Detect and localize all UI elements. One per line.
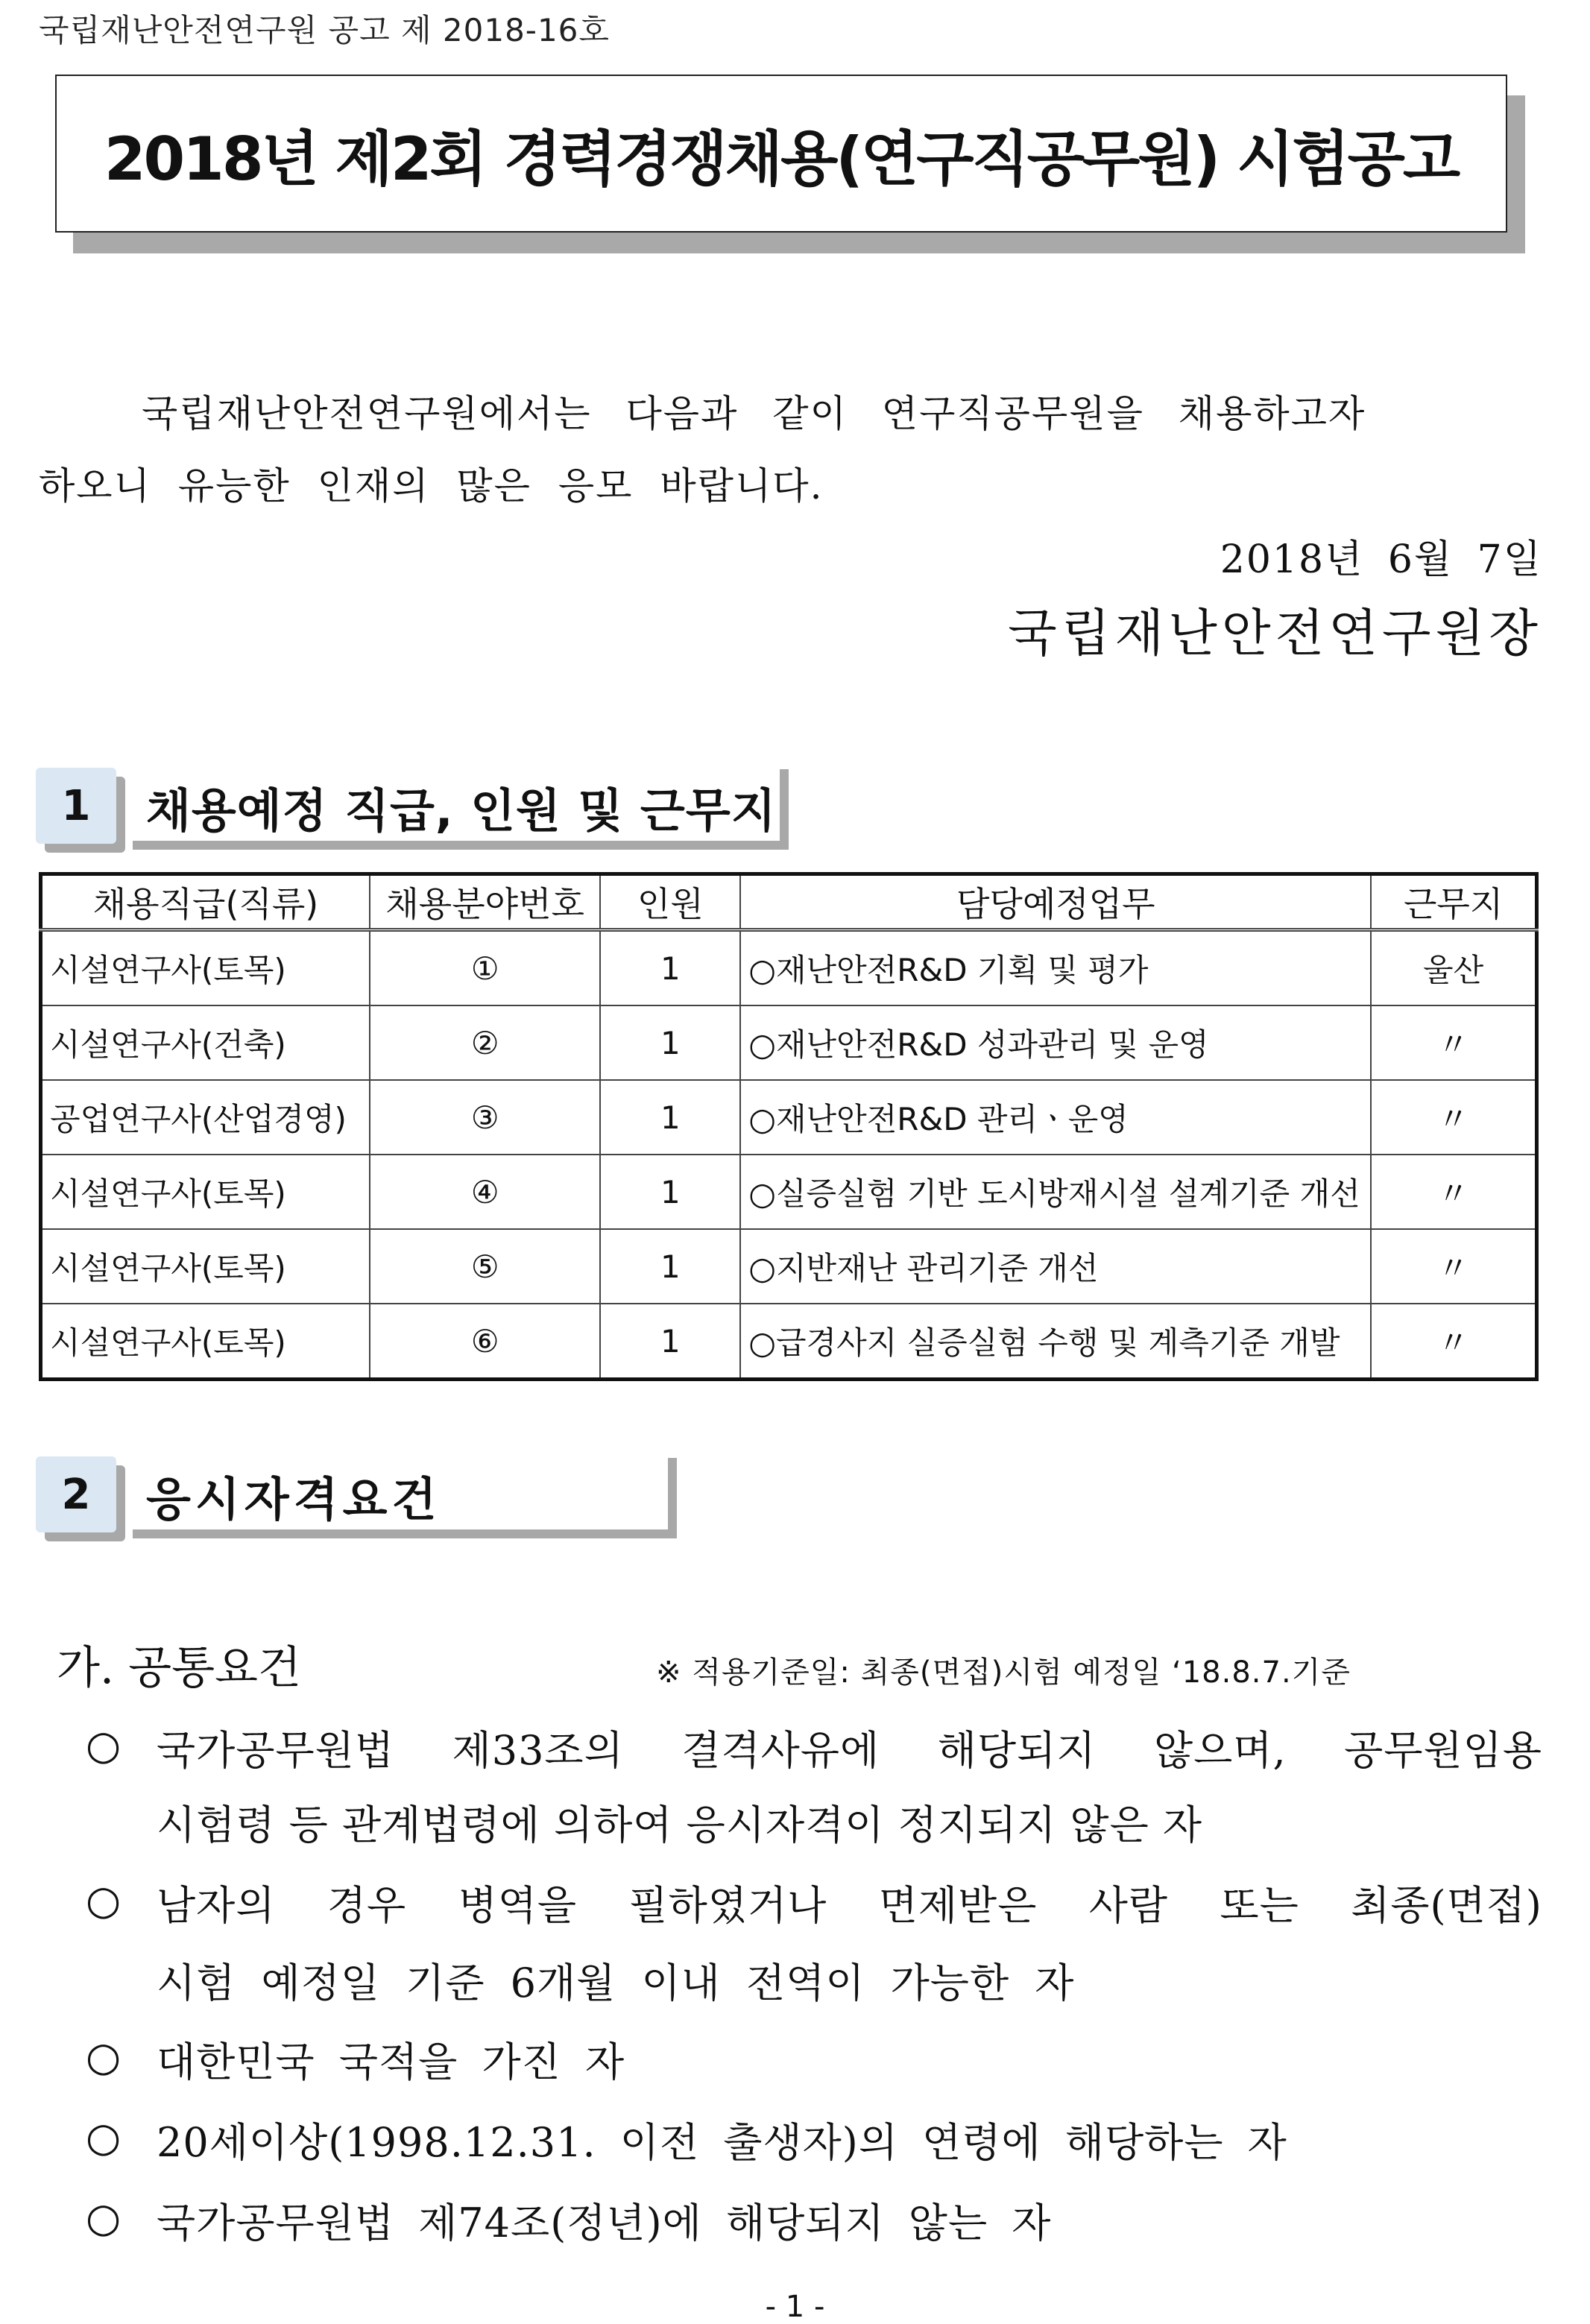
table-row bbox=[41, 1155, 1537, 1229]
column-header: 담당예정업무 bbox=[740, 874, 1371, 930]
cell-field-number: ② bbox=[370, 1005, 600, 1080]
cell-headcount: 1 bbox=[600, 1080, 740, 1155]
cell-headcount: 1 bbox=[600, 930, 740, 1006]
table-row bbox=[41, 1229, 1537, 1304]
cell-location: 〃 bbox=[1371, 1005, 1536, 1080]
subsection-title: 가. 공통요건 bbox=[57, 1642, 301, 1694]
cell-headcount: 1 bbox=[600, 1155, 740, 1229]
column-header: 근무지 bbox=[1371, 874, 1536, 930]
cell-location: 〃 bbox=[1371, 1155, 1536, 1229]
bullet-icon: ○ bbox=[86, 1877, 122, 1924]
cell-rank: 시설연구사(토목) bbox=[41, 1229, 370, 1304]
bullet-icon: ○ bbox=[86, 2033, 122, 2080]
cell-duty: ○지반재난 관리기준 개선 bbox=[740, 1229, 1371, 1304]
cell-field-number: ③ bbox=[370, 1080, 600, 1155]
cell-rank: 공업연구사(산업경영) bbox=[41, 1080, 370, 1155]
title-box bbox=[55, 75, 1507, 233]
cell-field-number: ⑤ bbox=[370, 1229, 600, 1304]
cell-rank: 시설연구사(토목) bbox=[41, 1155, 370, 1229]
positions-table bbox=[39, 872, 1539, 1381]
cell-location: 〃 bbox=[1371, 1080, 1536, 1155]
cell-duty: ○재난안전R&D 관리ㆍ운영 bbox=[740, 1080, 1371, 1155]
section-1-heading: 채용예정 직급, 인원 및 근무지 bbox=[146, 783, 777, 838]
requirement-5: 국가공무원법 제74조(정년)에 해당되지 않는 자 bbox=[157, 2200, 1052, 2246]
section-2-badge: 2 bbox=[36, 1456, 116, 1532]
cell-rank: 시설연구사(토목) bbox=[41, 1304, 370, 1380]
intro-line-2: 하오니 유능한 인재의 많은 응모 바랍니다. bbox=[39, 464, 824, 508]
cell-rank: 시설연구사(건축) bbox=[41, 1005, 370, 1080]
bullet-icon: ○ bbox=[86, 2194, 122, 2241]
column-header: 채용분야번호 bbox=[370, 874, 600, 930]
cell-location: 〃 bbox=[1371, 1304, 1536, 1380]
table-row bbox=[41, 1304, 1537, 1380]
table-row bbox=[41, 1005, 1537, 1080]
cell-rank: 시설연구사(토목) bbox=[41, 930, 370, 1006]
cell-duty: ○급경사지 실증실험 수행 및 계측기준 개발 bbox=[740, 1304, 1371, 1380]
requirement-2-line-2: 시험 예정일 기준 6개월 이내 전역이 가능한 자 bbox=[157, 1960, 1075, 2006]
cell-headcount: 1 bbox=[600, 1229, 740, 1304]
intro-line-1: 국립재난안전연구원에서는 다음과 같이 연구직공무원을 채용하고자 bbox=[142, 392, 1366, 435]
page-title: 2018년 제2회 경력경쟁채용(연구직공무원) 시험공고 bbox=[104, 124, 1459, 194]
table-row bbox=[41, 1080, 1537, 1155]
requirement-1-line-1: 국가공무원법 제33조의 결격사유에 해당되지 않으며, 공무원임용 bbox=[157, 1727, 1542, 1774]
page-number: - 1 - bbox=[765, 2290, 825, 2324]
notice-number: 국립재난안전연구원 공고 제 2018-16호 bbox=[39, 12, 610, 48]
column-header: 채용직급(직류) bbox=[41, 874, 370, 930]
cell-location: 〃 bbox=[1371, 1229, 1536, 1304]
cell-duty: ○재난안전R&D 기획 및 평가 bbox=[740, 930, 1371, 1006]
table-header-row bbox=[41, 874, 1537, 930]
requirement-1-line-2: 시험령 등 관계법령에 의하여 응시자격이 정지되지 않은 자 bbox=[157, 1802, 1203, 1848]
notice-date: 2018년 6월 7일 bbox=[1220, 537, 1542, 582]
requirement-4: 20세이상(1998.12.31. 이전 출생자)의 연령에 해당하는 자 bbox=[157, 2119, 1287, 2166]
cell-headcount: 1 bbox=[600, 1304, 740, 1380]
table-row bbox=[41, 930, 1537, 1006]
requirement-2-line-1: 남자의 경우 병역을 필하였거나 면제받은 사람 또는 최종(면접) bbox=[157, 1882, 1542, 1929]
cell-duty: ○실증실험 기반 도시방재시설 설계기준 개선 bbox=[740, 1155, 1371, 1229]
reference-date-note: ※ 적용기준일: 최종(면접)시험 예정일 ‘18.8.7.기준 bbox=[656, 1655, 1351, 1690]
section-1-badge: 1 bbox=[36, 768, 116, 844]
cell-field-number: ① bbox=[370, 930, 600, 1006]
column-header: 인원 bbox=[600, 874, 740, 930]
cell-headcount: 1 bbox=[600, 1005, 740, 1080]
bullet-icon: ○ bbox=[86, 1722, 122, 1769]
section-2-heading: 응시자격요건 bbox=[146, 1472, 441, 1526]
bullet-icon: ○ bbox=[86, 2114, 122, 2161]
signer: 국립재난안전연구원장 bbox=[1008, 604, 1542, 663]
cell-field-number: ④ bbox=[370, 1155, 600, 1229]
requirement-3: 대한민국 국적을 가진 자 bbox=[157, 2039, 625, 2085]
cell-field-number: ⑥ bbox=[370, 1304, 600, 1380]
cell-duty: ○재난안전R&D 성과관리 및 운영 bbox=[740, 1005, 1371, 1080]
cell-location: 울산 bbox=[1371, 930, 1536, 1006]
